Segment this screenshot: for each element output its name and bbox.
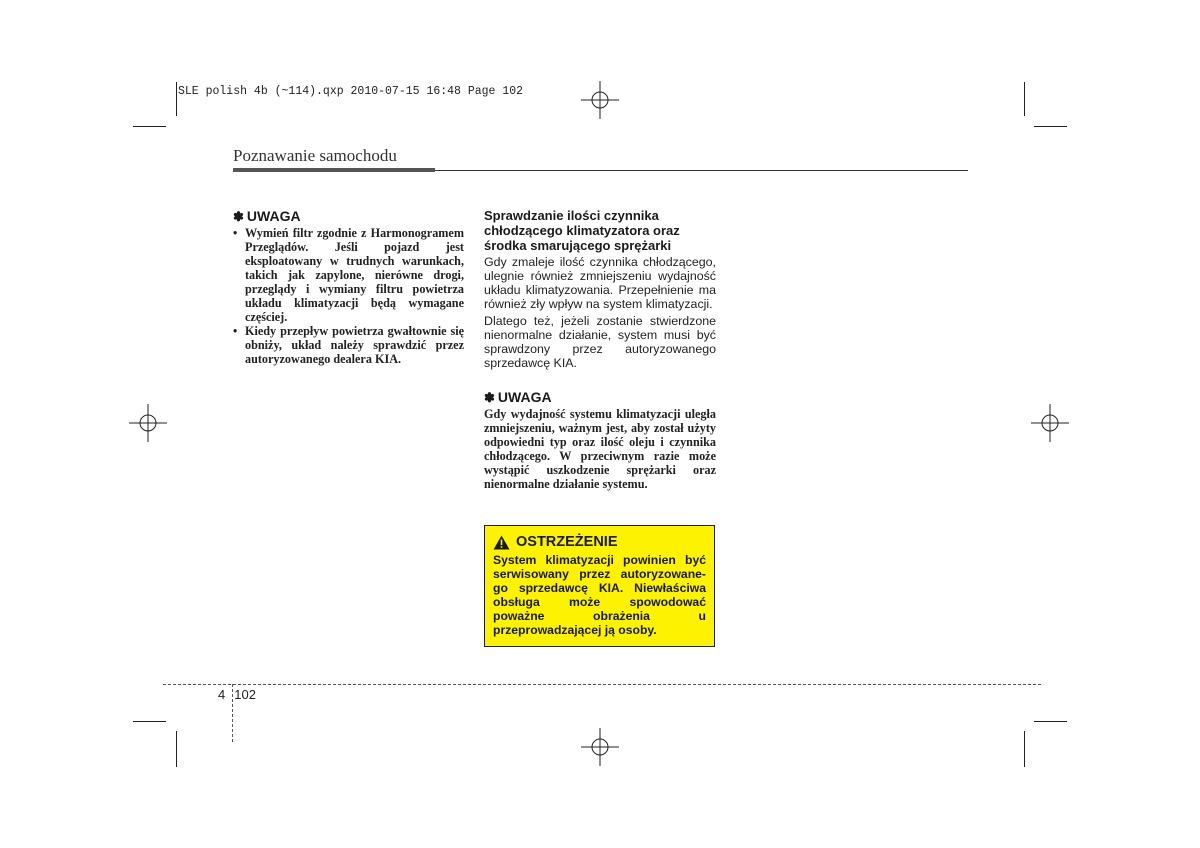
page-number [218, 687, 256, 702]
warning-text: System klimatyzacji powinien być serwisowany przez autoryzowane-go sprzedawcę KIA. Niewłaściwa obsługa może spowodować poważne obrażenia u przeprowadzającej ją osoby. [493, 553, 706, 637]
warning-box [484, 525, 715, 647]
note-text: Gdy wydajność systemu klimatyzacji uległa zmniejszeniu, ważnym jest, aby został użyty odpowiedni typ oraz ilość oleju i czynnika chłodzącego. W przeciwnym razie może wystąpić uszkodzenie sprężarki oraz nienormalne działanie systemu. [484, 407, 716, 491]
list-item: • Wymień filtr zgodnie z Harmonogramem Przeglądów. Jeśli pojazd jest eksploatowany w trudnych warunkach, takich jak zapylone, nierówne drogi, przeglądy i wymiany filtru powietrza układu klimatyzacji będą wymagane częściej. [233, 226, 464, 324]
page-number-value: 102 [234, 687, 256, 702]
body-paragraph: Gdy zmaleje ilość czynnika chłodzącego, ulegnie również zmniejszeniu wydajność układu klimatyzowania. Przepełnienie ma również zły wpływ na system klimatyzacji. [484, 255, 716, 311]
registration-mark-icon [581, 81, 619, 119]
left-column [233, 208, 464, 366]
warning-title: OSTRZEŻENIE [493, 534, 706, 550]
note-heading: ✽ UWAGA [484, 389, 552, 405]
star-icon: ✽ [484, 390, 495, 405]
registration-mark-icon [129, 404, 167, 442]
registration-mark-icon [1031, 404, 1069, 442]
bullet-icon: • [233, 324, 238, 338]
note-bullet-list [233, 226, 464, 366]
section-heading: Sprawdzanie ilości czynnika chłodzącego klimatyzatora oraz środka smarującego sprężarki [484, 208, 680, 253]
list-item: • Kiedy przepływ powietrza gwałtownie się obniży, układ należy sprawdzić przez autoryzowanego dealera KIA. [233, 324, 464, 366]
bullet-icon: • [233, 226, 238, 240]
chapter-number: 4 [218, 687, 226, 702]
body-paragraph: Dlatego też, jeżeli zostanie stwierdzone nienormalne działanie, system musi być sprawdzony przez autoryzowanego sprzedawcę KIA. [484, 314, 716, 370]
section-title: Poznawanie samochodu [233, 146, 397, 165]
right-column [484, 208, 716, 491]
star-icon: ✽ [233, 209, 244, 224]
printer-slug: SLE polish 4b (~114).qxp 2010-07-15 16:48 Page 102 [178, 85, 524, 98]
note-block [484, 389, 716, 491]
footer-dashed-rule [163, 684, 1041, 685]
header-rule-accent [233, 168, 435, 172]
registration-mark-icon [581, 728, 619, 766]
note-heading: ✽ UWAGA [233, 208, 301, 224]
warning-triangle-icon [493, 535, 510, 550]
